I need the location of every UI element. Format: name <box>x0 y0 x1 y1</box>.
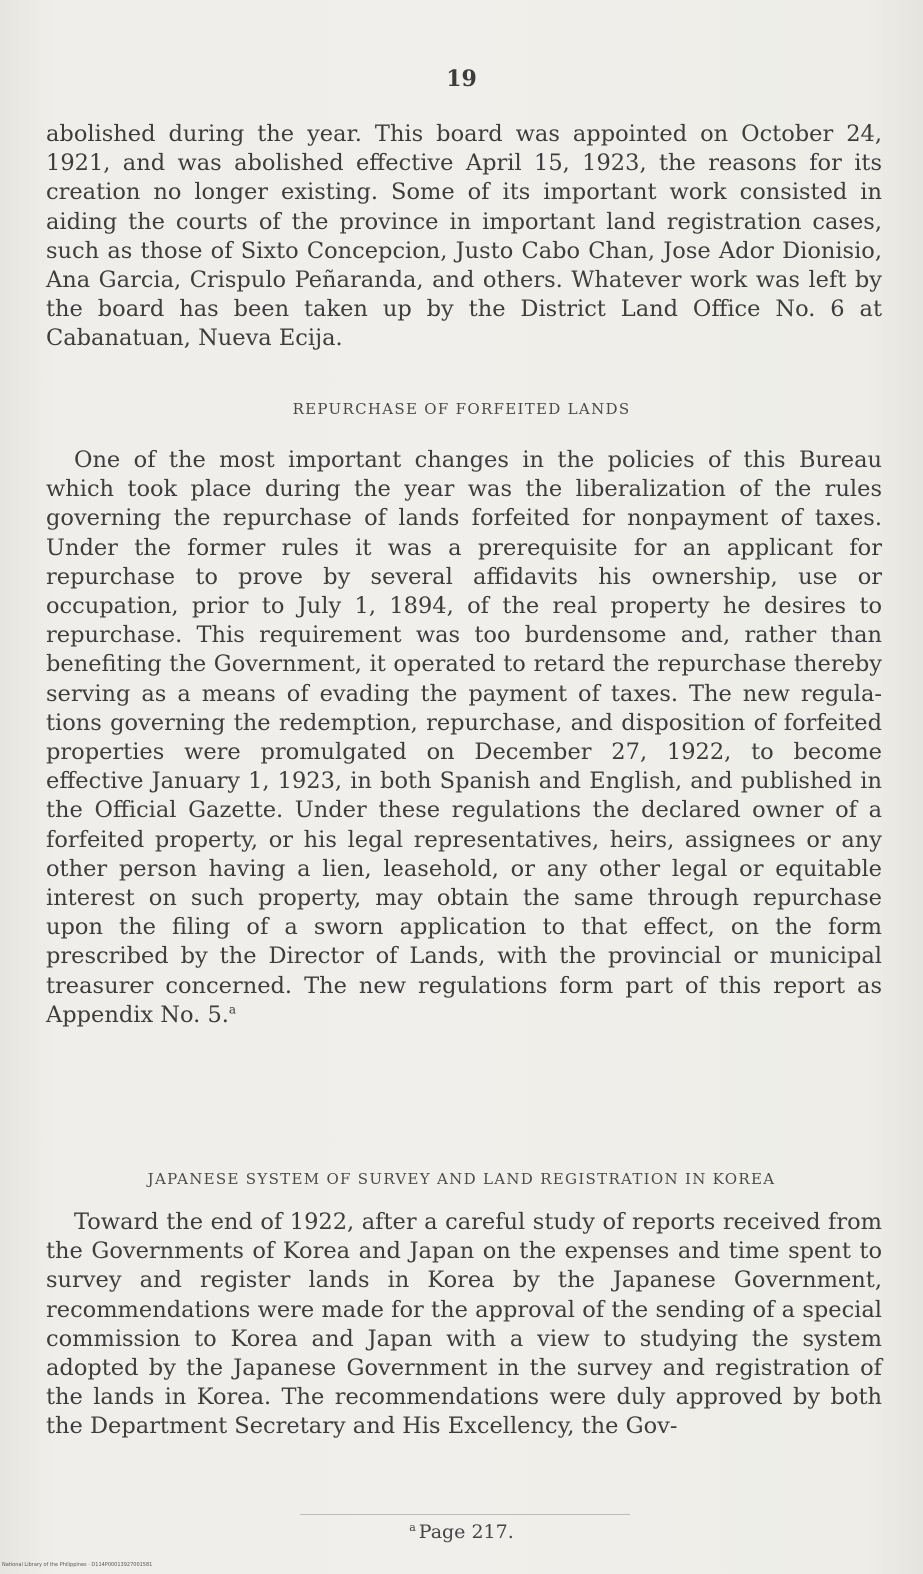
footnote-reference: a <box>228 1002 237 1017</box>
paragraph-board-abolished: abolished during the year. This board was appointed on October 24, 1921, and was abolished effective April 15, 1923, the reasons for its creation no longer existing. Some of its important work consisted in aiding the courts of the province in important land registration cases, such as those of Sixto Concepcion, Justo Cabo Chan, Jose Ador Dionisio, Ana Garcia, Crispulo Peñaranda, and others. Whatever work was left by the board has been taken up by the District Land Office No. 6 at Cabanatuan, Nueva Ecija. <box>46 121 882 352</box>
footnote-text: Page 217. <box>418 1521 514 1543</box>
footnote-divider <box>300 1514 630 1515</box>
paragraph-repurchase-text: One of the most important changes in the policies of this Bureau which took place during the year was the liberalization of the rules governing the repurchase of lands forfeited for nonpayment of taxes. Under the former rules it was a prerequisite for an applicant for repurchase to prove by several affidavits his ownership, use or occupation, prior to July 1, 1894, of the real property he desires to repurchase. This requirement was too burdensome and, rather than benefiting the Government, it operated to retard the repurchase thereby serving as a means of evading the payment of taxes. The new regulations governing the redemption, repurchase, and disposition of forfeited properties were promulgated on December 27, 1922, to become effective January 1, 1923, in both Spanish and English, and published in the Official Gazette. Under these regulations the declared owner of a forfeited property, or his legal representatives, heirs, assignees or any other person having a lien, leasehold, or any other legal or equitable interest on such property, may obtain the same through repurchase upon the filing of a sworn application to that effect, on the form prescribed by the Director of Lands, with the provincial or municipal treasurer concerned. The new regulations form part of this report as Appendix No. 5. <box>46 447 882 1028</box>
footnote <box>0 1521 923 1543</box>
paragraph-repurchase <box>46 446 882 1030</box>
section-heading-repurchase: REPURCHASE OF FORFEITED LANDS <box>292 400 631 418</box>
section-heading-japanese-system: JAPANESE SYSTEM OF SURVEY AND LAND REGISTRATION IN KOREA <box>147 1170 776 1188</box>
archive-label: National Library of the Philippines · D114P00013927001581 <box>2 1562 153 1568</box>
page-number: 19 <box>446 66 477 92</box>
paragraph-korea-commission: Toward the end of 1922, after a careful study of reports received from the Governments of Korea and Japan on the expenses and time spent to survey and register lands in Korea by the Japanese Government, recommendations were made for the approval of the sending of a special commission to Korea and Japan with a view to studying the system adopted by the Japanese Government in the survey and registration of the lands in Korea. The recommendations were duly approved by both the Department Secretary and His Excellency, the Gov- <box>46 1209 882 1440</box>
footnote-mark: a <box>409 1520 416 1534</box>
